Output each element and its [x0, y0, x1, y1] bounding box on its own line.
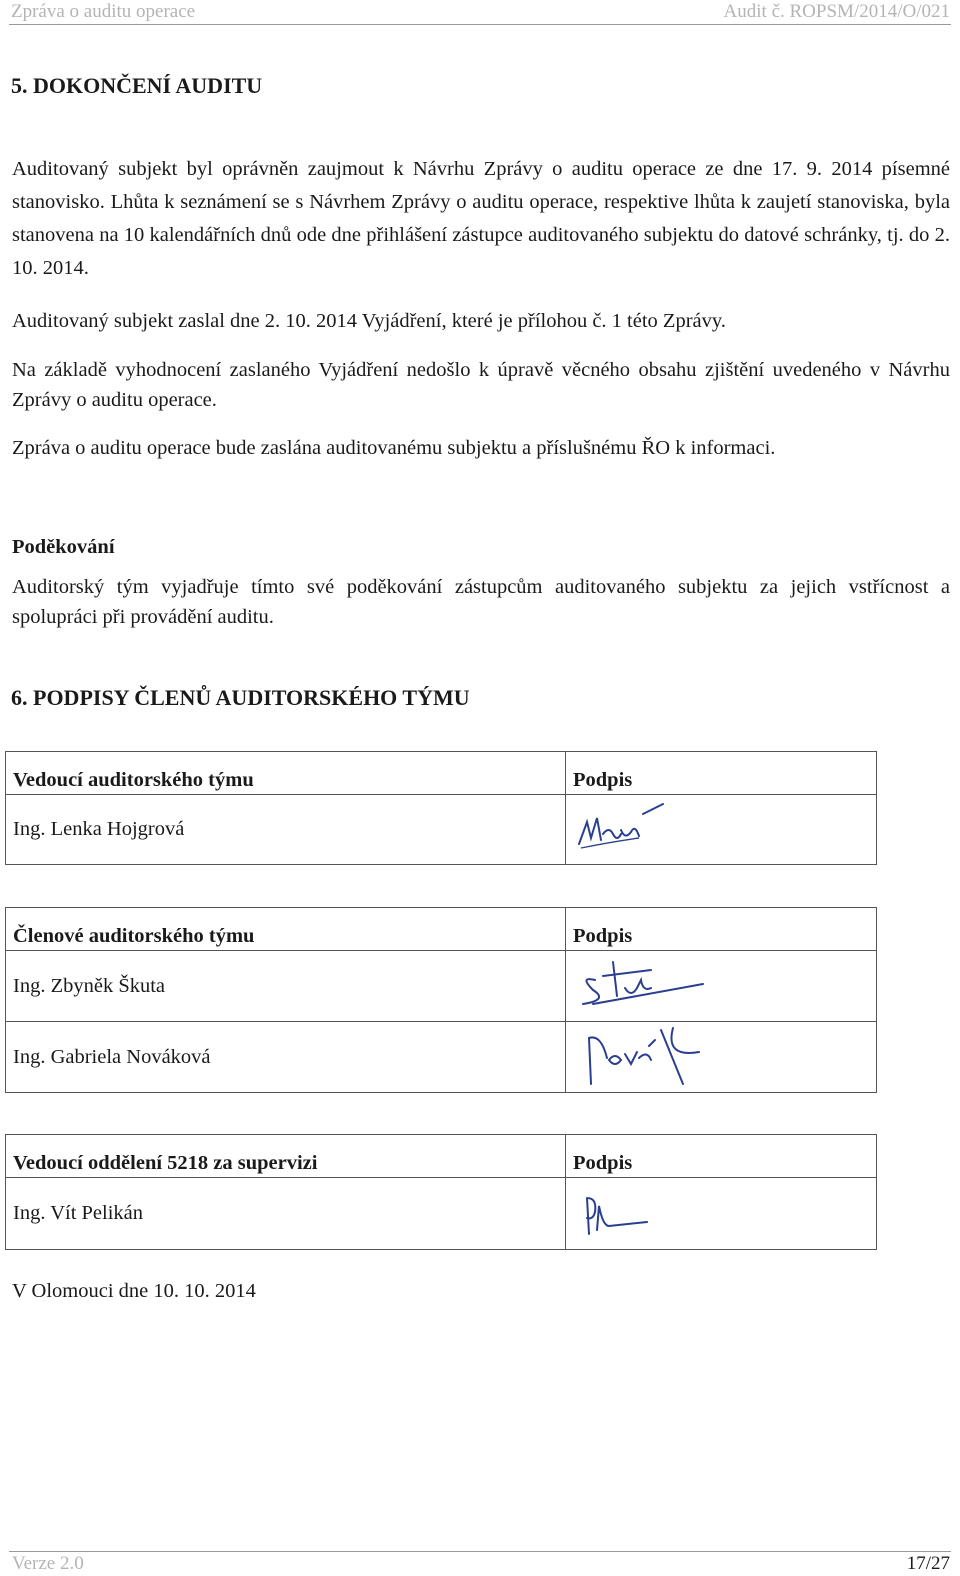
signature-image	[573, 1024, 713, 1090]
signature-image	[573, 800, 673, 860]
footer-version: Verze 2.0	[12, 1553, 84, 1574]
section-5-heading: 5. DOKONČENÍ AUDITU	[11, 73, 263, 98]
member-name: Ing. Zbyněk Škuta	[6, 951, 566, 1022]
signature-table-team-members	[5, 907, 877, 1093]
role-label: Členové auditorského týmu	[6, 908, 566, 951]
role-label: Vedoucí oddělení 5218 za supervizi	[6, 1135, 566, 1178]
section-5-paragraph-4: Zpráva o auditu operace bude zaslána auditovanému subjektu a příslušnému ŘO k informaci.	[12, 437, 776, 459]
place-and-date: V Olomouci dne 10. 10. 2014	[12, 1280, 256, 1302]
signature-column-label: Podpis	[566, 752, 877, 795]
header-document-title: Zpráva o auditu operace	[11, 1, 196, 22]
member-name: Ing. Lenka Hojgrová	[6, 795, 566, 865]
thanks-heading: Poděkování	[12, 536, 115, 558]
signature-image	[573, 954, 713, 1018]
member-name: Ing. Gabriela Nováková	[6, 1022, 566, 1093]
signature-cell	[566, 1178, 877, 1250]
header-divider	[9, 24, 951, 25]
signature-table-team-lead	[5, 751, 877, 865]
section-5-paragraph-1: Auditovaný subjekt byl oprávněn zaujmout k Návrhu Zprávy o auditu operace ze dne 17. 9. 2014 písemné stanovisko. Lhůta k seznámení se s Návrhem Zprávy o auditu operace, respektive lhůta k zaujetí stanoviska, byla stanovena na 10 kalendářních dnů ode dne přihlášení zástupce auditovaného subjektu do datové schránky, tj. do 2. 10. 2014.	[12, 158, 950, 279]
signature-column-label: Podpis	[566, 1135, 877, 1178]
signature-cell	[566, 1022, 877, 1093]
footer-divider	[9, 1551, 951, 1552]
role-label: Vedoucí auditorského týmu	[6, 752, 566, 795]
signature-cell	[566, 795, 877, 865]
thanks-paragraph: Auditorský tým vyjadřuje tímto své poděkování zástupcům auditovaného subjektu za jejich vstřícnost a spolupráci při provádění auditu.	[12, 576, 950, 628]
section-5-paragraph-2: Auditovaný subjekt zaslal dne 2. 10. 2014 Vyjádření, které je přílohou č. 1 této Zprávy.	[12, 310, 726, 332]
header-audit-number: Audit č. ROPSM/2014/O/021	[723, 1, 950, 22]
section-6-heading: 6. PODPISY ČLENŮ AUDITORSKÉHO TÝMU	[11, 685, 470, 710]
signature-image	[573, 1186, 663, 1242]
footer-page-number: 17/27	[906, 1553, 950, 1574]
signature-column-label: Podpis	[566, 908, 877, 951]
section-5-paragraph-3: Na základě vyhodnocení zaslaného Vyjádření nedošlo k úpravě věcného obsahu zjištění uvedeného v Návrhu Zprávy o auditu operace.	[12, 359, 950, 411]
member-name: Ing. Vít Pelikán	[6, 1178, 566, 1250]
signature-table-supervisor	[5, 1134, 877, 1250]
signature-cell	[566, 951, 877, 1022]
